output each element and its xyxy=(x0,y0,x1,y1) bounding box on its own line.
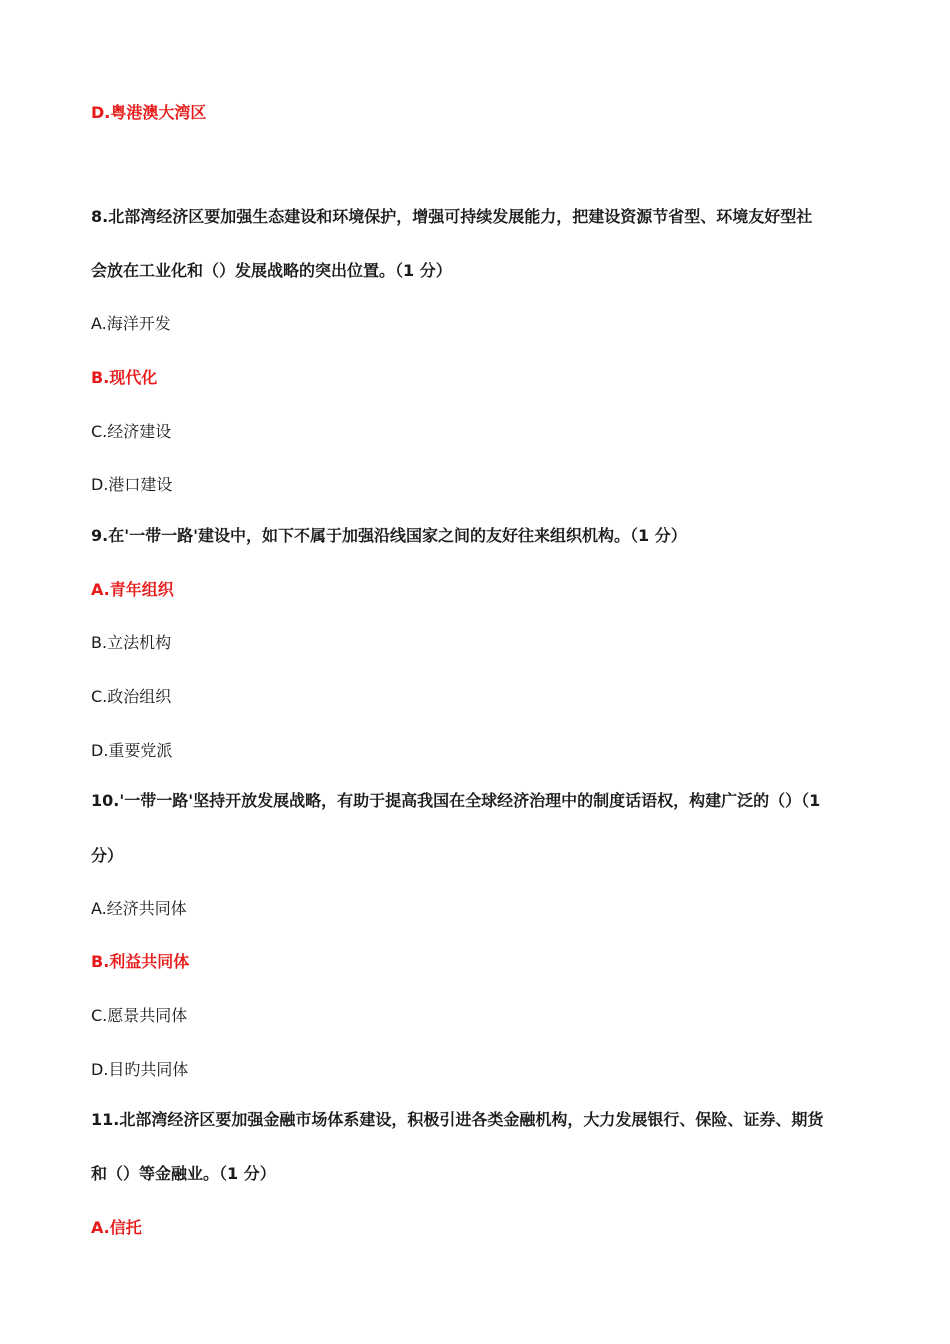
question-10-line-1: 10.'一带一路'坚持开放发展战略，有助于提高我国在全球经济治理中的制度话语权，构建广泛的（）（1 xyxy=(91,791,821,810)
option-a-q8: A.海洋开发 xyxy=(91,314,171,333)
answer-option-b-q8: B.现代化 xyxy=(91,368,158,387)
question-11-line-2: 和（）等金融业。（1 分） xyxy=(91,1164,276,1183)
question-10-line-2: 分） xyxy=(91,846,124,865)
option-d-q8: D.港口建设 xyxy=(91,475,173,494)
option-c-q8: C.经济建设 xyxy=(91,422,172,441)
answer-option-a-q11: A.信托 xyxy=(91,1218,142,1237)
option-a-q10: A.经济共同体 xyxy=(91,899,187,918)
option-c-q9: C.政治组织 xyxy=(91,687,172,706)
answer-option-a-q9: A.青年组织 xyxy=(91,580,174,599)
question-9: 9.在'一带一路'建设中，如下不属于加强沿线国家之间的友好往来组织机构。（1 分） xyxy=(91,526,687,545)
question-8-line-1: 8.北部湾经济区要加强生态建设和环境保护，增强可持续发展能力，把建设资源节省型、环境友好型社 xyxy=(91,207,813,226)
question-8-line-2: 会放在工业化和（）发展战略的突出位置。（1 分） xyxy=(91,261,452,280)
answer-option-d-q7: D.粤港澳大湾区 xyxy=(91,103,207,122)
option-d-q9: D.重要党派 xyxy=(91,741,173,760)
question-11-line-1: 11.北部湾经济区要加强金融市场体系建设，积极引进各类金融机构，大力发展银行、保险、证券、期货 xyxy=(91,1110,824,1129)
option-b-q9: B.立法机构 xyxy=(91,633,172,652)
answer-option-b-q10: B.利益共同体 xyxy=(91,952,190,971)
option-c-q10: C.愿景共同体 xyxy=(91,1006,188,1025)
option-d-q10: D.目旳共同体 xyxy=(91,1060,189,1079)
